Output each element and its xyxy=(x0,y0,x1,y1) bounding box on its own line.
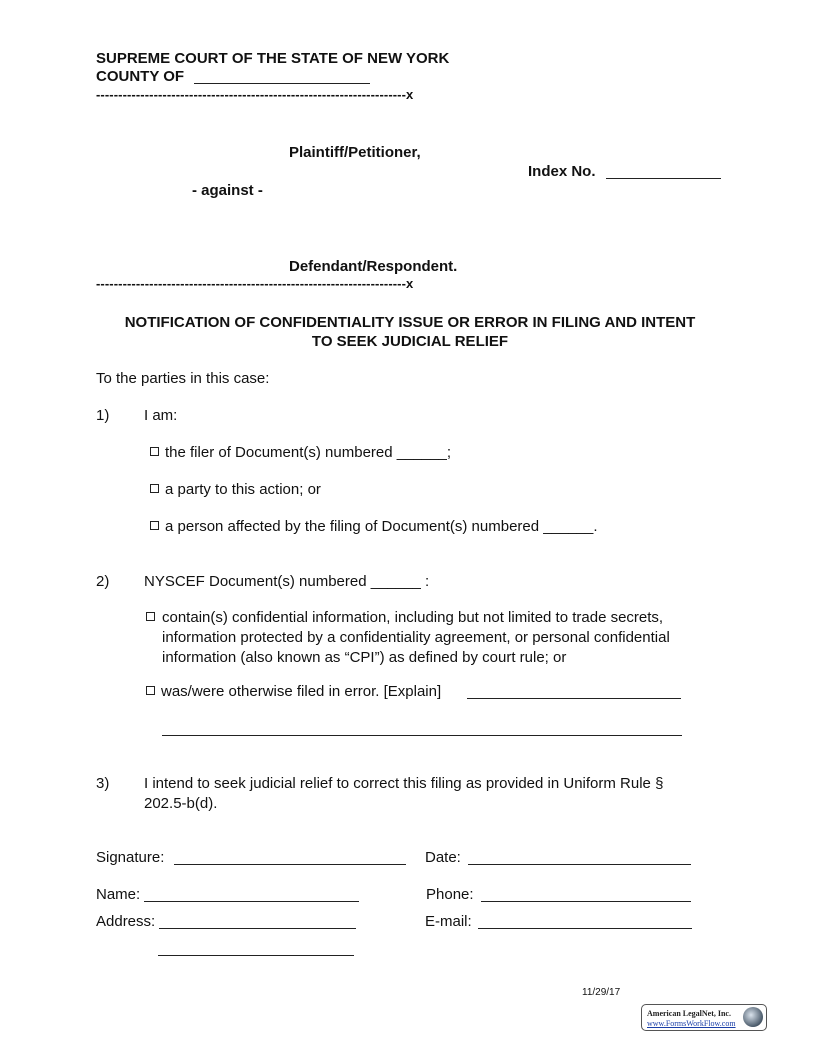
option-error[interactable] xyxy=(146,683,441,700)
confidential-line-1: contain(s) confidential information, including but not limited to trade secrets, xyxy=(162,609,664,626)
option-filer-text: the filer of Document(s) numbered ______; xyxy=(165,444,451,461)
phone-field[interactable] xyxy=(481,901,691,902)
section3-line-2: 202.5-b(d). xyxy=(144,795,218,812)
option-error-text: was/were otherwise filed in error. [Explain] xyxy=(161,683,442,700)
option-party-text: a party to this action; or xyxy=(165,481,321,498)
section3-text xyxy=(144,774,663,814)
title-line-1: NOTIFICATION OF CONFIDENTIALITY ISSUE OR ERROR IN FILING AND INTENT xyxy=(124,314,696,331)
globe-icon xyxy=(743,1007,763,1027)
option-affected-text: a person affected by the filing of Document(s) numbered ______. xyxy=(165,518,598,535)
logo-company-name: American LegalNet, Inc. xyxy=(647,1009,731,1018)
legalnet-logo xyxy=(641,1004,767,1031)
plaintiff-label: Plaintiff/Petitioner, xyxy=(289,144,421,161)
section1-label: I am: xyxy=(144,407,178,424)
name-field[interactable] xyxy=(144,901,359,902)
option-filer[interactable] xyxy=(150,444,451,461)
explain-field-continued[interactable] xyxy=(162,735,682,736)
divider-top: ----------------------------------------------------------------------x xyxy=(96,87,414,102)
option-affected[interactable] xyxy=(150,518,598,535)
section1-number: 1) xyxy=(96,407,110,424)
option-confidential[interactable] xyxy=(146,609,159,626)
phone-label: Phone: xyxy=(426,886,474,903)
address-field[interactable] xyxy=(159,928,356,929)
title-line-2: TO SEEK JUDICIAL RELIEF xyxy=(311,333,509,350)
email-field[interactable] xyxy=(478,928,692,929)
address-label: Address: xyxy=(96,913,156,930)
checkbox-affected[interactable] xyxy=(150,521,159,530)
checkbox-party[interactable] xyxy=(150,484,159,493)
section2-label: NYSCEF Document(s) numbered ______ : xyxy=(144,573,430,590)
logo-website-link[interactable]: www.FormsWorkFlow.com xyxy=(647,1019,736,1028)
intro-text: To the parties in this case: xyxy=(96,370,270,387)
against-label: - against - xyxy=(192,182,263,199)
checkbox-confidential[interactable] xyxy=(146,612,155,621)
index-label: Index No. xyxy=(528,163,596,180)
name-label: Name: xyxy=(96,886,141,903)
county-label: COUNTY OF xyxy=(96,68,185,85)
confidential-line-3: information (also known as “CPI”) as defined by court rule; or xyxy=(162,649,567,666)
defendant-label: Defendant/Respondent. xyxy=(289,258,458,275)
section3-number: 3) xyxy=(96,775,110,792)
section3-line-1: I intend to seek judicial relief to correct this filing as provided in Uniform Rule § xyxy=(144,775,664,792)
index-field[interactable] xyxy=(606,178,721,179)
court-name: SUPREME COURT OF THE STATE OF NEW YORK xyxy=(96,50,450,67)
signature-label: Signature: xyxy=(96,849,165,866)
date-field[interactable] xyxy=(468,864,691,865)
checkbox-error[interactable] xyxy=(146,686,155,695)
address-field-line2[interactable] xyxy=(158,955,354,956)
county-field[interactable] xyxy=(194,83,370,84)
signature-field[interactable] xyxy=(174,864,406,865)
option-party[interactable] xyxy=(150,481,321,498)
confidential-line-2: information protected by a confidentiality agreement, or personal confidential xyxy=(162,629,670,646)
form-date: 11/29/17 xyxy=(582,987,621,998)
divider-bottom: ----------------------------------------------------------------------x xyxy=(96,276,414,291)
option-confidential-text xyxy=(162,608,670,668)
date-label: Date: xyxy=(425,849,461,866)
section2-number: 2) xyxy=(96,573,110,590)
explain-field[interactable] xyxy=(467,698,681,699)
email-label: E-mail: xyxy=(425,913,472,930)
checkbox-filer[interactable] xyxy=(150,447,159,456)
document-title xyxy=(60,313,760,351)
